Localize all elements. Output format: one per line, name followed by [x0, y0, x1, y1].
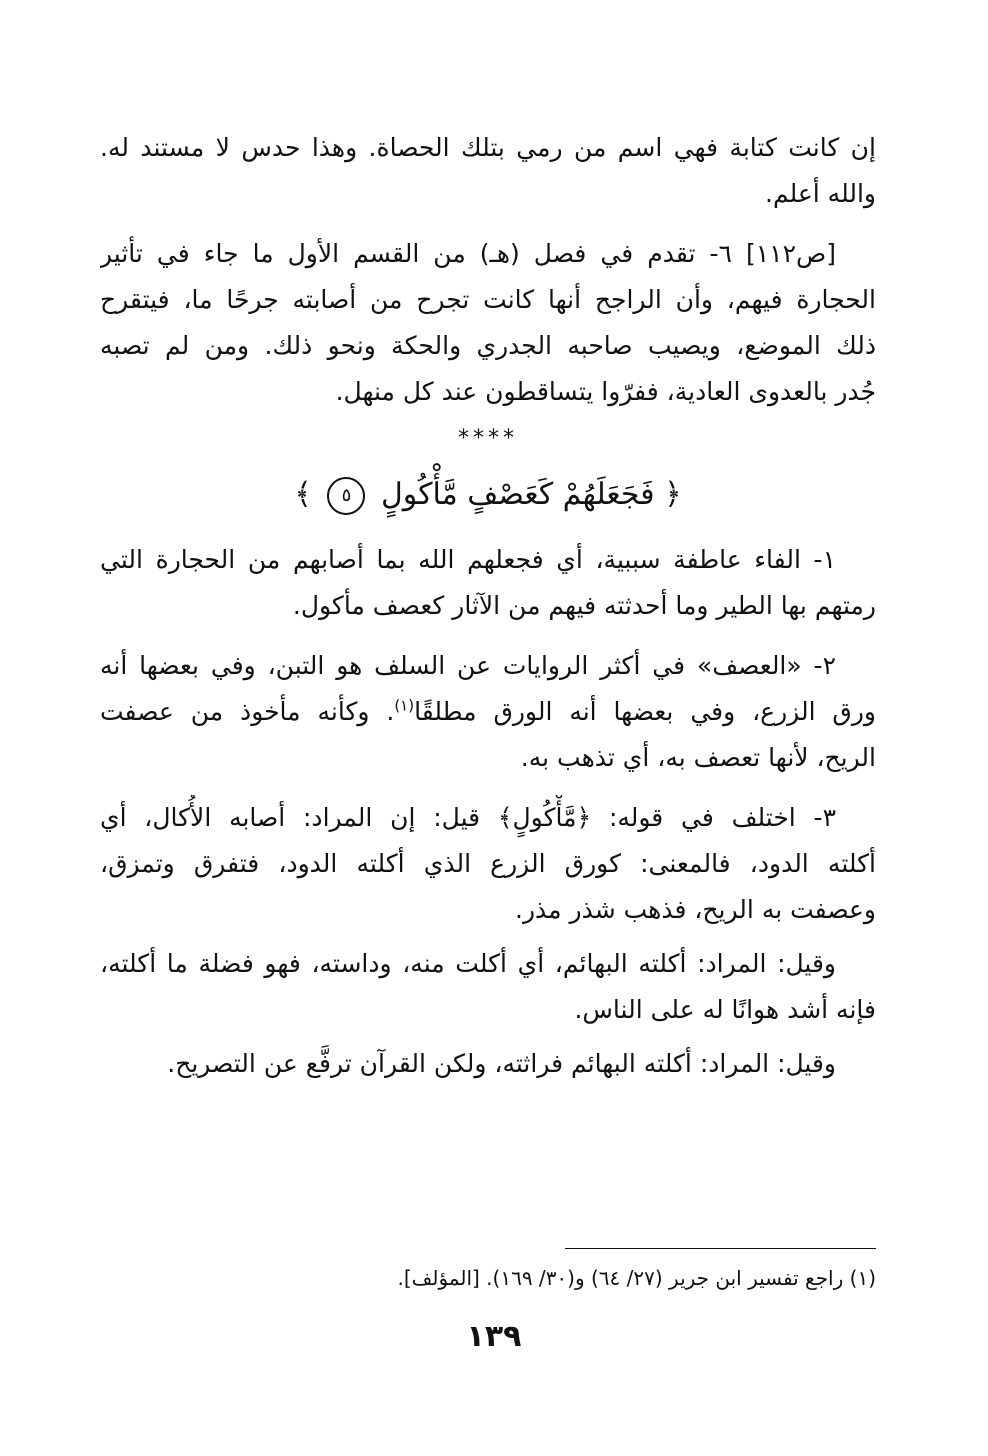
text-line: ١- الفاء عاطفة سببية، أي فجعلهم الله بما أصابهم من الحجارة التي: [100, 545, 836, 574]
footnote: (١) راجع تفسير ابن جرير (٢٧/ ٦٤) و(٣٠/ ١٦٩). [المؤلف].: [397, 1266, 876, 1290]
text-line: [100, 689, 876, 735]
text-line: ٢- «العصف» في أكثر الروايات عن السلف هو التبن، وفي بعضها أنه: [100, 651, 836, 680]
verse-close-bracket: ﴾: [294, 477, 312, 512]
paragraph-point-1: [100, 537, 876, 629]
page-body: [100, 125, 876, 1087]
ayah-number-icon: ٥: [327, 477, 365, 515]
paragraph-item-6: [100, 231, 876, 415]
paragraph-point-2: [100, 643, 876, 781]
section-separator: ****: [458, 426, 518, 451]
footnote-reference[interactable]: (١): [394, 696, 415, 715]
text-line: والله أعلم.: [765, 179, 876, 208]
text-line: فإنه أشد هوانًا له على الناس.: [574, 995, 876, 1024]
text-line: وقيل: المراد: أكلته البهائم فراثته، ولكن القرآن ترفَّع عن التصريح.: [167, 1049, 836, 1078]
paragraph-opinion-3: [100, 1041, 876, 1087]
text-line: رمتهم بها الطير وما أحدثته فيهم من الآثار كعصف مأكول.: [292, 591, 876, 620]
page-number: ١٣٩: [466, 1319, 522, 1354]
paragraph-opinion-2: [100, 941, 876, 1033]
text-line: ٣- اختلف في قوله: ﴿مَّأْكُولٍ﴾ قيل: إن المراد: أصابه الأُكال، أي: [100, 803, 836, 832]
text-line: الريح، لأنها تعصف به، أي تذهب به.: [520, 743, 876, 772]
footnote-divider: [565, 1248, 876, 1249]
text-line: [ص١١٢] ٦- تقدم في فصل (هـ) من القسم الأول ما جاء في تأثير: [100, 239, 837, 268]
paragraph-continuation: [100, 125, 876, 217]
text-line: وقيل: المراد: أكلته البهائم، أي أكلت منه، وداسته، فهو فضلة ما أكلته،: [100, 949, 836, 978]
quran-verse: [100, 467, 876, 527]
text-line: إن كانت كتابة فهي اسم من رمي بتلك الحصاة. وهذا حدس لا مستند له.: [100, 133, 876, 162]
text-segment: . وكأنه مأخوذ من عصفت: [100, 697, 395, 726]
paragraph-point-3: [100, 795, 876, 933]
text-line: الحجارة فيهم، وأن الراجح أنها كانت تجرح من أصابته جرحًا ما، فيتقرح: [100, 285, 876, 314]
text-line: ذلك الموضع، ويصيب صاحبه الجدري والحكة ونحو ذلك. ومن لم تصبه: [100, 331, 876, 360]
text-segment: ورق الزرع، وفي بعضها أنه الورق مطلقًا: [414, 697, 876, 726]
text-line: وعصفت به الريح، فذهب شذر مذر.: [515, 895, 876, 924]
text-line: جُدر بالعدوى العادية، ففرّوا يتساقطون عند كل منهل.: [335, 377, 876, 406]
verse-text: فَجَعَلَهُمْ كَعَصْفٍ مَّأْكُولٍ: [380, 477, 655, 512]
text-line: أكلته الدود، فالمعنى: كورق الزرع الذي أكلته الدود، فتفرق وتمزق،: [100, 849, 876, 878]
verse-open-bracket: ﴿: [664, 477, 682, 512]
